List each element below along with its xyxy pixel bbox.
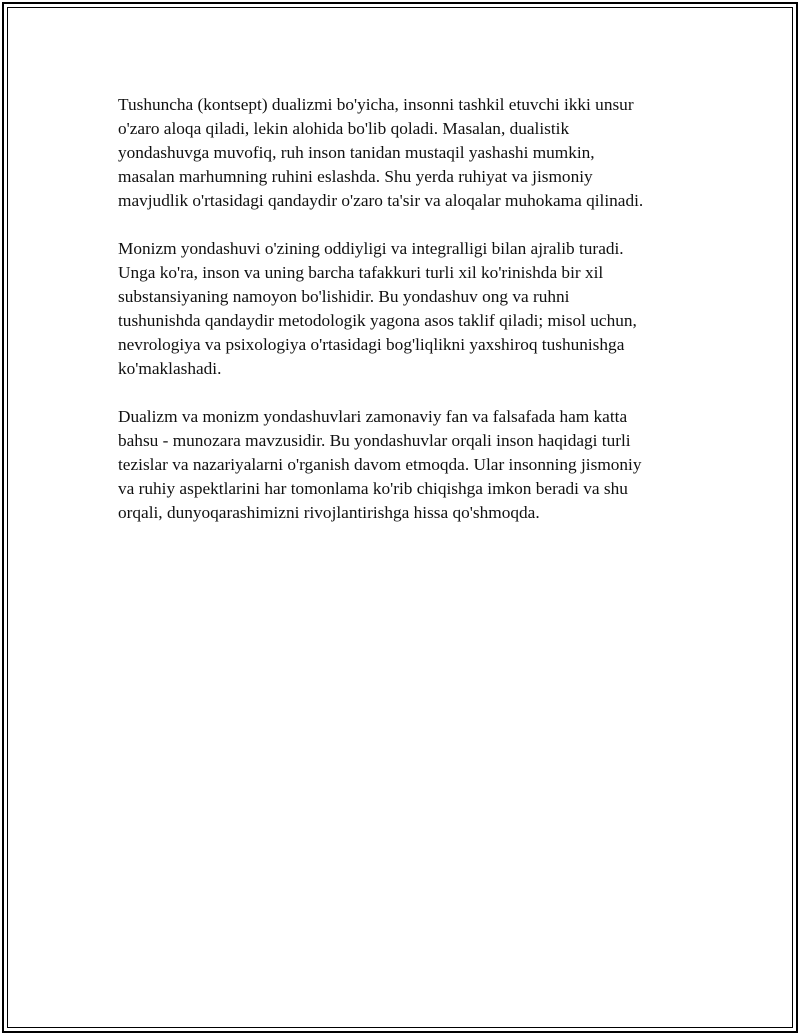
text-line: Tushuncha (kontsept) dualizmi bo'yicha, insonni tashkil etuvchi ikki unsur: [118, 95, 634, 114]
text-line: mavjudlik o'rtasidagi qandaydir o'zaro ta'sir va aloqalar muhokama qilinadi.: [118, 191, 644, 210]
text-line: substansiyaning namoyon bo'lishidir. Bu yondashuv ong va ruhni: [118, 287, 570, 306]
text-line: va ruhiy aspektlarini har tomonlama ko'rib chiqishga imkon beradi va shu: [118, 479, 628, 498]
text-line: tezislar va nazariyalarni o'rganish davom etmoqda. Ular insonning jismoniy: [118, 455, 642, 474]
paragraph-conclusion: [118, 405, 690, 525]
text-line: Dualizm va monizm yondashuvlari zamonaviy fan va falsafada ham katta: [118, 407, 628, 426]
text-line: o'zaro aloqa qiladi, lekin alohida bo'lib qoladi. Masalan, dualistik: [118, 119, 570, 138]
text-line: Unga ko'ra, inson va uning barcha tafakkuri turli xil ko'rinishda bir xil: [118, 263, 604, 282]
text-line: bahsu - munozara mavzusidir. Bu yondashuvlar orqali inson haqidagi turli: [118, 431, 631, 450]
document-body: [118, 93, 690, 549]
text-line: masalan marhumning ruhini eslashda. Shu yerda ruhiyat va jismoniy: [118, 167, 593, 186]
text-line: ko'maklashadi.: [118, 359, 222, 378]
text-line: Monizm yondashuvi o'zining oddiyligi va integralligi bilan ajralib turadi.: [118, 239, 624, 258]
paragraph-dualism: [118, 93, 690, 213]
text-line: orqali, dunyoqarashimizni rivojlantirishga hissa qo'shmoqda.: [118, 503, 540, 522]
text-line: tushunishda qandaydir metodologik yagona asos taklif qiladi; misol uchun,: [118, 311, 637, 330]
paragraph-monism: [118, 237, 690, 381]
text-line: yondashuvga muvofiq, ruh inson tanidan mustaqil yashashi mumkin,: [118, 143, 595, 162]
text-line: nevrologiya va psixologiya o'rtasidagi bog'liqlikni yaxshiroq tushunishga: [118, 335, 625, 354]
